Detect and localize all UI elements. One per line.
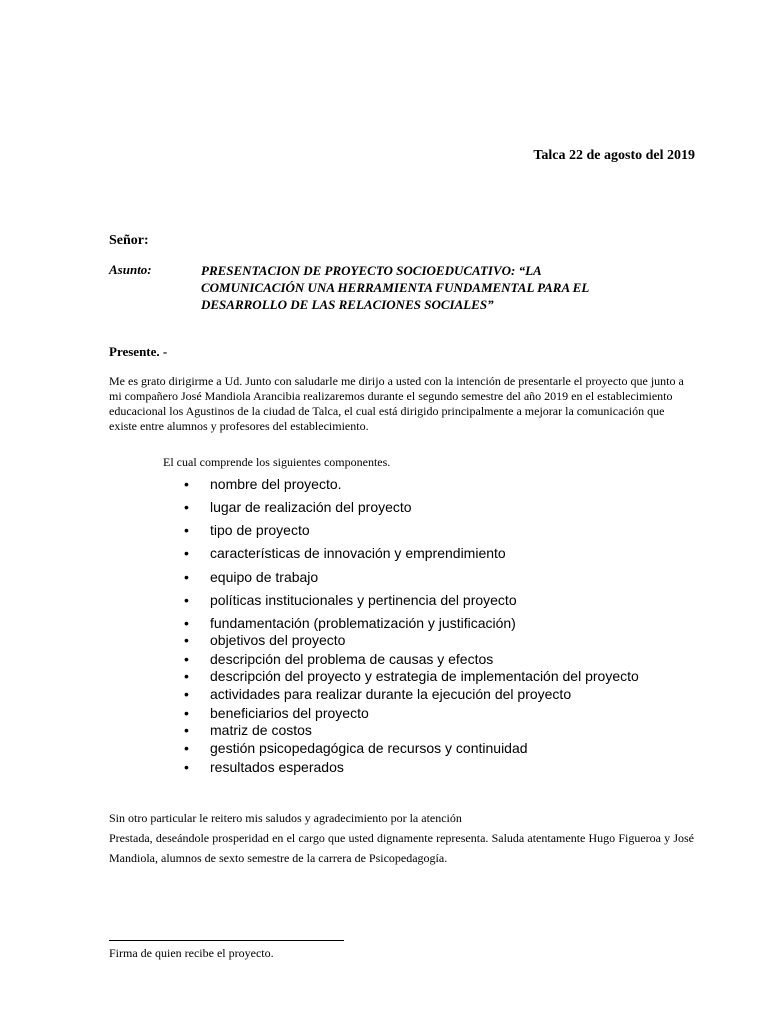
bullet-icon: •: [184, 651, 189, 667]
component-item: [184, 568, 318, 586]
component-item: [184, 739, 528, 757]
component-item: [184, 498, 412, 516]
component-text: equipo de trabajo: [210, 569, 319, 585]
component-text: fundamentación (problematización y justificación): [210, 615, 516, 631]
bullet-icon: •: [184, 545, 189, 561]
bullet-icon: •: [184, 569, 189, 585]
component-text: características de innovación y emprendimiento: [210, 545, 506, 561]
component-text: descripción del proyecto y estrategia de implementación del proyecto: [210, 668, 639, 684]
bullet-icon: •: [184, 476, 189, 492]
component-text: beneficiarios del proyecto: [210, 705, 369, 721]
component-text: lugar de realización del proyecto: [210, 499, 412, 515]
component-text: resultados esperados: [210, 759, 344, 775]
closing-block: [109, 808, 694, 868]
closing-line-1: Sin otro particular le reitero mis saludos y agradecimiento por la atención: [109, 811, 462, 825]
date-line: Talca 22 de agosto del 2019: [533, 148, 695, 163]
component-text: matriz de costos: [210, 722, 312, 738]
component-text: gestión psicopedagógica de recursos y continuidad: [210, 740, 528, 756]
bullet-icon: •: [184, 592, 189, 608]
component-item: [184, 685, 571, 703]
component-text: políticas institucionales y pertinencia del proyecto: [210, 592, 517, 608]
bullet-icon: •: [184, 615, 189, 631]
component-item: [184, 544, 506, 562]
components-lead: El cual comprende los siguientes componentes.: [163, 455, 391, 469]
component-item: [184, 758, 344, 776]
component-item: [184, 614, 516, 632]
component-text: descripción del problema de causas y efectos: [210, 651, 494, 667]
component-item: [184, 631, 345, 649]
salutation: Señor:: [109, 233, 149, 248]
subject-label: Asunto:: [109, 262, 152, 277]
subject-text: PRESENTACION DE PROYECTO SOCIOEDUCATIVO: “LA COMUNICACIÓN UNA HERRAMIENTA FUNDAMENTAL PARA EL DESARROLLO DE LAS RELACIONES SOCIALES”: [201, 263, 589, 312]
bullet-icon: •: [184, 740, 189, 756]
bullet-icon: •: [184, 499, 189, 515]
component-item: [184, 475, 342, 493]
bullet-icon: •: [184, 686, 189, 702]
component-text: objetivos del proyecto: [210, 632, 346, 648]
component-item: [184, 704, 369, 722]
bullet-icon: •: [184, 705, 189, 721]
component-item: [184, 721, 312, 739]
signature-line: [109, 940, 344, 941]
signature-caption: Firma de quien recibe el proyecto.: [109, 946, 274, 960]
component-item: [184, 667, 639, 685]
component-item: [184, 521, 310, 539]
component-item: [184, 650, 493, 668]
component-text: tipo de proyecto: [210, 522, 310, 538]
intro-paragraph: Me es grato dirigirme a Ud. Junto con saludarle me dirijo a usted con la intención de presentarle el proyecto que junto a mi compañero José Mandiola Arancibia realizaremos durante el segundo semestre del año 2019 en el establecimiento educacional los Agustinos de la ciudad de Talca, el cual está dirigido principalmente a mejorar la comunicación que existe entre alumnos y profesores del establecimiento.: [109, 374, 684, 433]
bullet-icon: •: [184, 668, 189, 684]
closing-line-2: Prestada, deseándole prosperidad en el cargo que usted dignamente representa. Saluda atentamente Hugo Figueroa y José Mandiola, alumnos de sexto semestre de la carrera de Psicopedagogía.: [109, 831, 694, 865]
component-text: actividades para realizar durante la ejecución del proyecto: [210, 686, 572, 702]
bullet-icon: •: [184, 722, 189, 738]
bullet-icon: •: [184, 759, 189, 775]
bullet-icon: •: [184, 522, 189, 538]
component-item: [184, 591, 517, 609]
component-text: nombre del proyecto.: [210, 476, 342, 492]
bullet-icon: •: [184, 632, 189, 648]
presente-line: Presente. -: [109, 344, 168, 359]
